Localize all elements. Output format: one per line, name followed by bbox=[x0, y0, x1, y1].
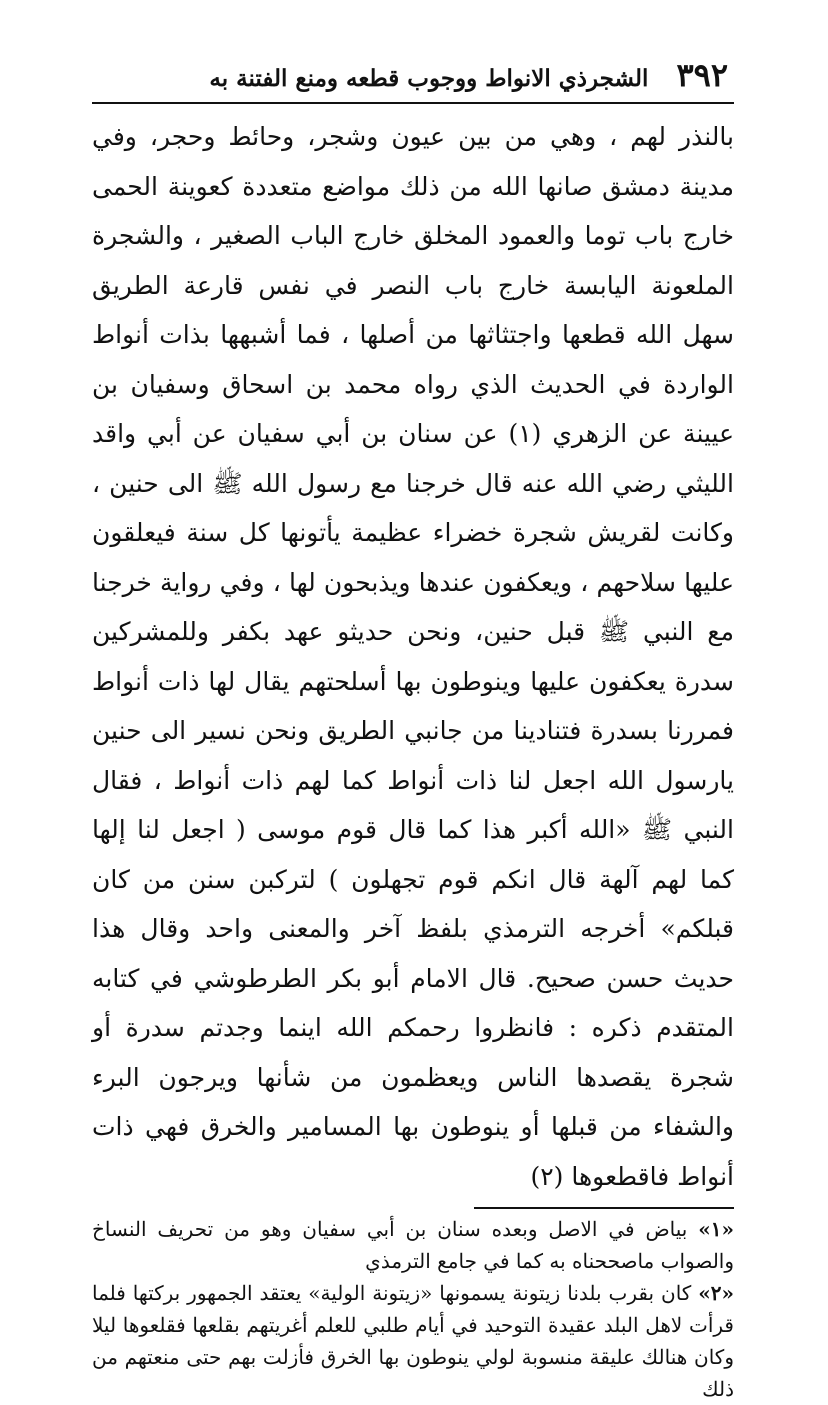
header-rule bbox=[92, 102, 734, 104]
footnote-1-text: بياض في الاصل وبعده سنان بن أبي سفيان وهو من تحريف النساخ والصواب ماصححناه به كما في جامع الترمذي bbox=[92, 1217, 734, 1273]
footnote-1 bbox=[92, 1213, 734, 1277]
page-header bbox=[92, 56, 734, 100]
footnote-1-marker: «١» bbox=[698, 1217, 734, 1241]
footnote-2 bbox=[92, 1277, 734, 1405]
page-number: ٣٩٢ bbox=[676, 56, 728, 94]
footnote-2-text: كان بقرب بلدنا زيتونة يسمونها «زيتونة الولية» يعتقد الجمهور بركتها فلما قرأت لاهل البلد عقيدة التوحيد في أيام طلبي للعلم أغريتهم بقلعها فقلعوها ليلا وكان هنالك عليقة منسوبة لولي ينوطون بها الخرق فأزلت بهم حتى منعتهم من ذلك bbox=[92, 1281, 734, 1401]
footnote-separator bbox=[474, 1207, 734, 1209]
footnotes bbox=[92, 1213, 734, 1405]
main-text bbox=[92, 112, 734, 1201]
body-paragraph: بالنذر لهم ، وهي من بين عيون وشجر، وحائط وحجر، وفي مدينة دمشق صانها الله من ذلك مواضع متعددة كعوينة الحمى خارج باب توما والعمود المخلق خارج الباب الصغير ، والشجرة الملعونة اليابسة خارج باب النصر في نفس قارعة الطريق سهل الله قطعها واجتثاثها من أصلها ، فما أشبهها بذات أنواط الواردة في الحديث الذي رواه محمد بن اسحاق وسفيان بن عيينة عن الزهري (١) عن سنان بن أبي سفيان عن أبي واقد الليثي رضي الله عنه قال خرجنا مع رسول الله ﷺ الى حنين ، وكانت لقريش شجرة خضراء عظيمة يأتونها كل سنة فيعلقون عليها سلاحهم ، ويعكفون عندها ويذبحون لها ، وفي رواية خرجنا مع النبي ﷺ قبل حنين، ونحن حديثو عهد بكفر وللمشركين سدرة يعكفون عليها وينوطون بها أسلحتهم يقال لها ذات أنواط فمررنا بسدرة فتنادينا من جانبي الطريق ونحن نسير الى حنين يارسول الله اجعل لنا ذات أنواط كما لهم ذات أنواط ، فقال النبي ﷺ «الله أكبر هذا كما قال قوم موسى ( اجعل لنا إلها كما لهم آلهة قال انكم قوم تجهلون ) لتركبن سنن من كان قبلكم» أخرجه الترمذي بلفظ آخر والمعنى واحد وقال هذا حديث حسن صحيح. قال الامام أبو بكر الطرطوشي في كتابه المتقدم ذكره : فانظروا رحمكم الله اينما وجدتم سدرة أو شجرة يقصدها الناس ويعظمون من شأنها ويرجون البرء والشفاء من قبلها أو ينوطون بها المسامير والخرق فهي ذات أنواط فاقطعوها (٢) bbox=[92, 122, 734, 1191]
footnote-2-marker: «٢» bbox=[698, 1281, 734, 1305]
running-title: الشجرذي الانواط ووجوب قطعه ومنع الفتنة به bbox=[209, 65, 649, 92]
